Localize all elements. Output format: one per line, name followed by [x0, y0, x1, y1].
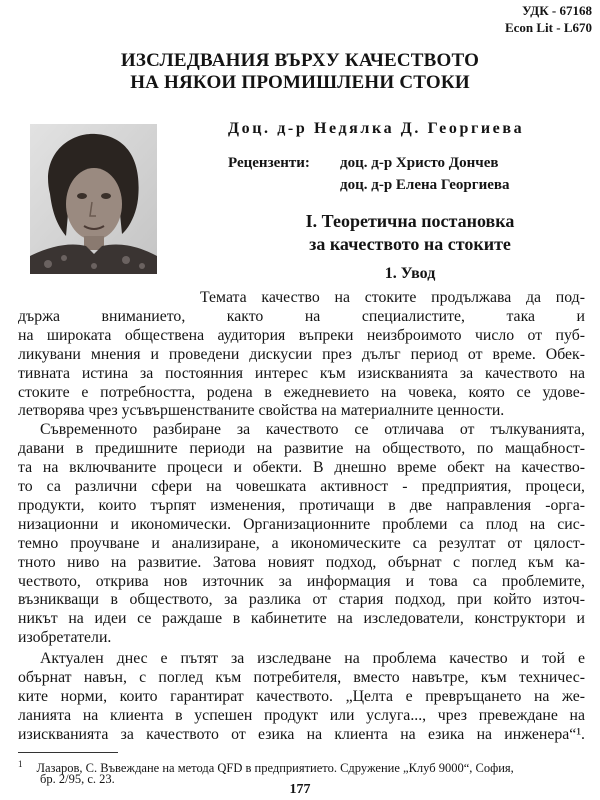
- body-line: държа вниманието, както на специалистите, така и: [18, 307, 585, 325]
- econlit-code: Econ Lit - L670: [504, 20, 592, 35]
- body-line: ликувани мнения и проведени дискусии през дълъг период от време. Обек-: [18, 345, 585, 363]
- body-line: ланията на клиента в успешен продукт или услуга..., чрез превеждане на: [18, 706, 585, 724]
- body-line: чеството, открива нов източник за информация и това са проблемите,: [18, 572, 585, 590]
- body-line: Темата качество на стоките продължава да под-: [200, 289, 585, 306]
- body-line: Актуален днес е пътят за изследване на проблема качество и той е: [40, 650, 585, 668]
- footnote-text: Лазаров, С. Въвеждане на метода QFD в предприятието. Сдружение „Клуб 9000“, София,: [36, 761, 514, 776]
- footnote-line: бр. 2/95, с. 23.: [40, 772, 115, 786]
- body-line: тивната истина за постоянния интерес към изискванията за качеството на: [18, 364, 585, 382]
- body-line: летворява чрез усъвършенстваните свойства на материалните ценности.: [18, 402, 505, 420]
- body-line: та на включваните процеси и обекти. В днешно време обект на качество-: [18, 459, 585, 477]
- udk-code: УДК - 67168: [522, 3, 592, 18]
- reviewers-label: Рецензенти:: [228, 155, 310, 171]
- reviewer-1: доц. д-р Христо Дончев: [340, 155, 499, 171]
- body-line: стоките е потребността, родена в ежедневието на човека, която се удове-: [18, 383, 585, 401]
- body-line: на широката обществена аудитория въпреки неизброимото число от пуб-: [18, 326, 585, 344]
- body-line: ките норми, които гарантират качеството. „Целта е превръщането на же-: [18, 687, 585, 705]
- article-title: [90, 50, 510, 94]
- body-line: продукти, които търпят изменения, протичащи в две направления -орга-: [18, 496, 585, 514]
- section-heading-line-2: за качеството на стоките: [309, 234, 511, 254]
- author-name: Доц. д-р Недялка Д. Георгиева: [228, 120, 525, 137]
- page-number: 177: [289, 782, 311, 797]
- author-photo: [30, 124, 157, 274]
- footnote-rule: [18, 752, 118, 753]
- reviewer-2: доц. д-р Елена Георгиева: [340, 177, 510, 193]
- body-line: низационни и икономически. Организационните проблеми са плод на сис-: [18, 515, 585, 533]
- author-portrait-image: [30, 124, 157, 274]
- title-line-2: НА НЯКОИ ПРОМИШЛЕНИ СТОКИ: [130, 72, 470, 93]
- section-heading-line-1: І. Теоретична постановка: [305, 211, 515, 231]
- title-line-1: ИЗСЛЕДВАНИЯ ВЪРХУ КАЧЕСТВОТО: [120, 50, 480, 71]
- subsection-heading: 1. Увод: [384, 265, 436, 282]
- section-heading: [240, 210, 580, 256]
- body-line: давани в предишните периоди на развитие на обществото, по мащабност-: [18, 440, 585, 458]
- body-line: Съвременното разбиране за качеството се отличава от тълкуванията,: [40, 421, 585, 439]
- body-line: темно проучване и анализиране, а икономическите са резултат от цялост-: [18, 534, 585, 552]
- body-line: то са различни сфери на човешката активност - предприятия, процеси,: [18, 478, 585, 495]
- body-line: изискванията за качеството от езика на клиента на езика на инженера“¹.: [18, 725, 585, 743]
- body-line: тното ниво на развитие. Затова новият подход, обърнат с поглед към ка-: [18, 553, 585, 571]
- body-line: никът на идеи се раждаше в кабинетите на изследователи, конструктори и: [18, 610, 585, 628]
- footnote-mark: 1: [18, 759, 23, 769]
- body-line: изобретатели.: [18, 629, 112, 647]
- classification-codes: [505, 2, 592, 36]
- body-line: обърнат навън, с поглед към потребителя, вместо навътре, към техничес-: [18, 669, 585, 686]
- body-line: възникващи в обществото, за разлика от стария подход, при който източ-: [18, 591, 585, 609]
